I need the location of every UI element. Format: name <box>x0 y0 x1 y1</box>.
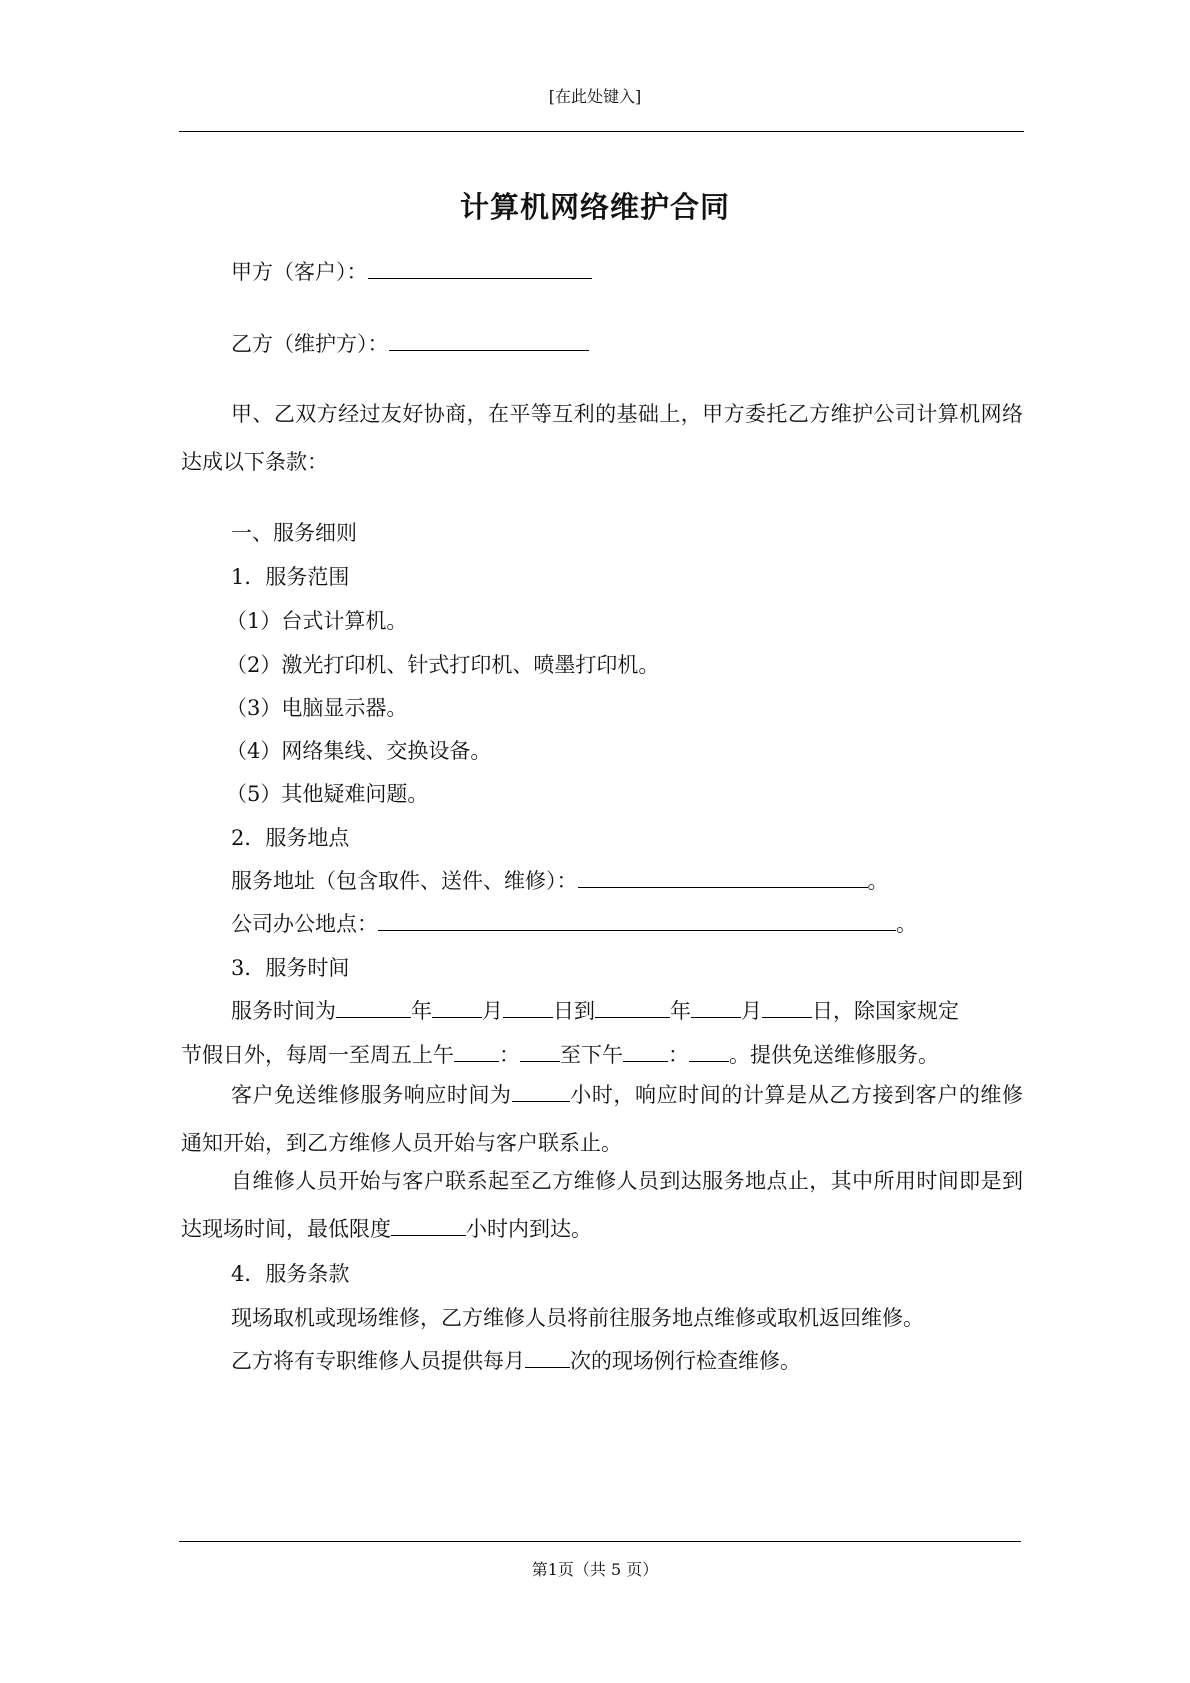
time-text: ： <box>499 1043 520 1067</box>
time-heading: 3．服务时间 <box>231 956 350 980</box>
time-paragraph-line1 <box>231 995 959 1025</box>
party-b-line <box>231 328 589 358</box>
location-heading: 2．服务地点 <box>231 826 350 850</box>
office-label: 公司办公地点： <box>231 912 378 936</box>
response-hours-blank[interactable] <box>512 1081 570 1102</box>
time-text: 年 <box>411 999 432 1023</box>
terms-paragraph-2 <box>231 1345 801 1375</box>
time-paragraph-line2 <box>181 1039 939 1069</box>
time-text: 日到 <box>553 999 595 1023</box>
scope-heading: 1．服务范围 <box>231 565 350 589</box>
end-month-blank[interactable] <box>691 997 741 1018</box>
pm-hour-blank[interactable] <box>623 1041 668 1062</box>
scope-item: （3）电脑显示器。 <box>226 696 408 720</box>
address-label: 服务地址（包含取件、送件、维修）： <box>231 869 578 893</box>
party-b-blank[interactable] <box>389 330 589 351</box>
time-text: 节假日外，每周一至周五上午 <box>181 1043 454 1067</box>
party-b-label: 乙方（维护方）： <box>231 332 389 356</box>
footer-rule <box>179 1541 1021 1542</box>
party-a-line <box>231 256 592 286</box>
arrival-time-paragraph <box>181 1157 1023 1253</box>
time-text: 至下午 <box>560 1043 623 1067</box>
time-text: 日，除国家规定 <box>812 999 959 1023</box>
am-minute-blank[interactable] <box>520 1041 560 1062</box>
office-blank[interactable] <box>378 910 896 931</box>
arrival-hours-blank[interactable] <box>391 1215 466 1236</box>
terms-paragraph-1: 现场取机或现场维修，乙方维修人员将前往服务地点维修或取机返回维修。 <box>231 1306 924 1330</box>
am-hour-blank[interactable] <box>454 1041 499 1062</box>
party-a-blank[interactable] <box>368 258 592 279</box>
address-blank[interactable] <box>578 867 868 888</box>
header-rule <box>179 131 1024 132</box>
response-text: 客户免送维修服务响应时间为 <box>231 1083 512 1107</box>
monthly-visits-blank[interactable] <box>525 1347 570 1368</box>
address-line <box>231 865 889 895</box>
page-footer: 第1页（共 5 页） <box>531 1560 659 1579</box>
response-time-paragraph <box>181 1071 1023 1167</box>
scope-item: （1）台式计算机。 <box>226 609 408 633</box>
scope-item: （4）网络集线、交换设备。 <box>226 739 492 763</box>
time-text: 年 <box>670 999 691 1023</box>
start-year-blank[interactable] <box>336 997 411 1018</box>
address-end: 。 <box>867 869 889 893</box>
intro-paragraph: 甲、乙双方经过友好协商，在平等互利的基础上，甲方委托乙方维护公司计算机网络达成以下条款： <box>181 402 1023 474</box>
office-line <box>231 908 917 938</box>
office-end: 。 <box>896 912 917 936</box>
terms-text: 次的现场例行检查维修。 <box>570 1349 801 1373</box>
time-text: 。提供免送维修服务。 <box>729 1043 939 1067</box>
time-text: ： <box>668 1043 689 1067</box>
start-day-blank[interactable] <box>503 997 553 1018</box>
pm-minute-blank[interactable] <box>689 1041 729 1062</box>
scope-item: （5）其他疑难问题。 <box>226 782 429 806</box>
terms-heading: 4．服务条款 <box>231 1262 350 1286</box>
arrival-text: 自维修人员开始与客户联系起至乙方维修人员到达服务地点止，其中所用时间即是到达现场时间，最低限度 <box>181 1169 1023 1241</box>
time-text: 月 <box>741 999 762 1023</box>
arrival-text: 小时内到达。 <box>466 1217 592 1241</box>
document-title: 计算机网络维护合同 <box>459 190 730 224</box>
scope-item: （2）激光打印机、针式打印机、喷墨打印机。 <box>226 653 660 677</box>
section1-heading: 一、服务细则 <box>231 521 357 545</box>
end-year-blank[interactable] <box>595 997 670 1018</box>
terms-text: 乙方将有专职维修人员提供每月 <box>231 1349 525 1373</box>
time-text: 月 <box>482 999 503 1023</box>
page-header[interactable]: [在此处键入] <box>548 87 642 106</box>
response-text: 小时，响应时间的计算是从乙方接到客户的维修通知开始，到乙方维修人员开始与客户联系止。 <box>181 1083 1024 1155</box>
party-a-label: 甲方（客户）： <box>231 260 368 284</box>
start-month-blank[interactable] <box>432 997 482 1018</box>
end-day-blank[interactable] <box>762 997 812 1018</box>
time-text: 服务时间为 <box>231 999 336 1023</box>
